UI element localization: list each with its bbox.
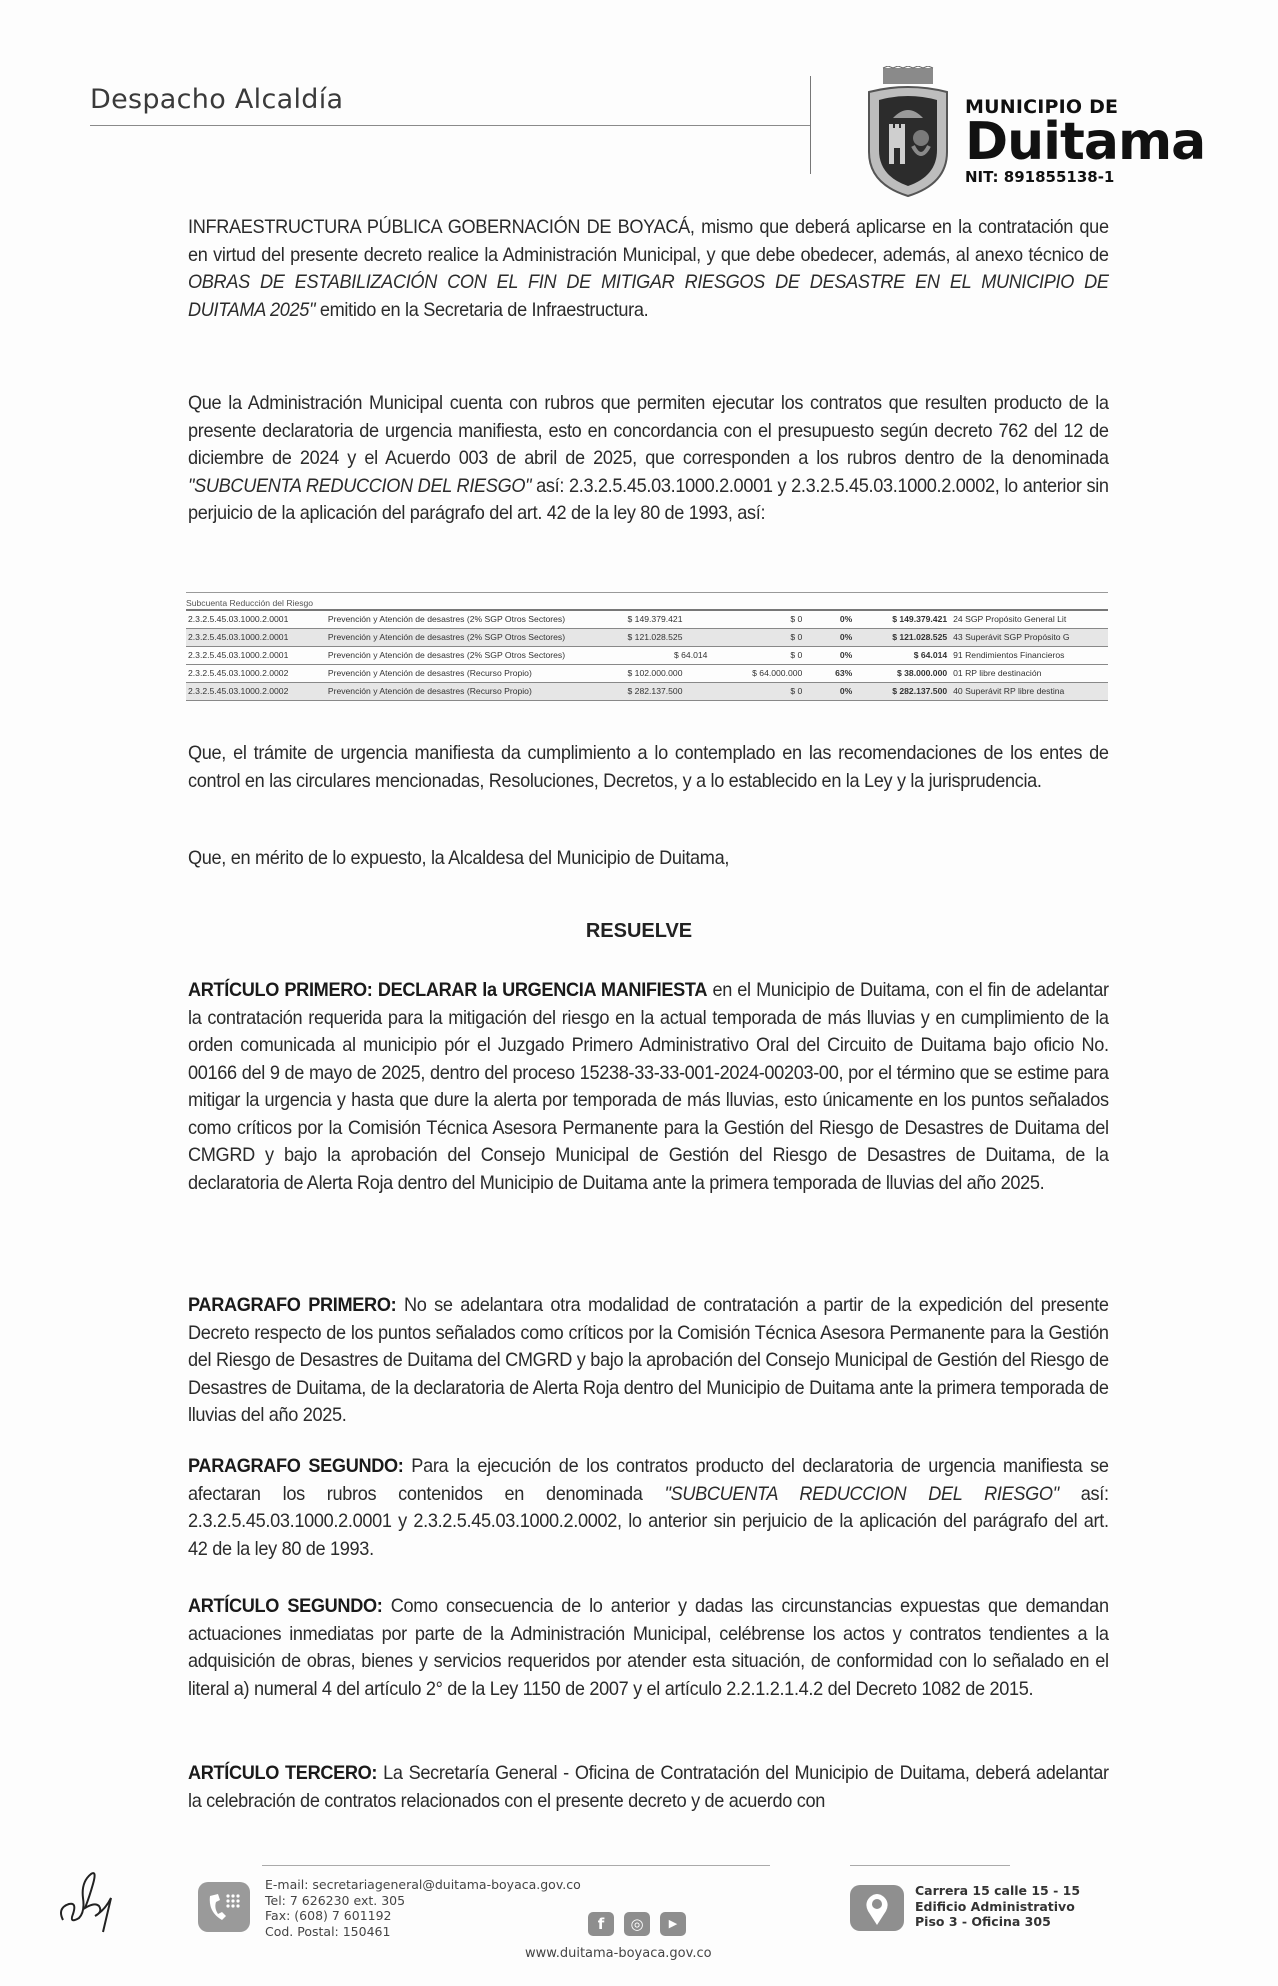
cell-pct: 63% bbox=[835, 668, 853, 678]
text: en el Municipio de Duitama, con el fin de adelantar la contratación requerida para la mitigación del riesgo en la actual temporada de más lluvias y en cumplimiento de la orden comunicada al municipio pór el Juzgado Primero Administrativo Oral del Circuito de Duitama bajo oficio No. 00166 del 9 de mayo de 2025, dentro del proceso 15238-33-33-001-2024-00203-00, por el término que se estime para mitigar la urgencia y hasta que dure la alerta por temporada de más lluvias, esto únicamente en los puntos señalados como críticos por la Comisión Técnica Asesora Permanente para la Gestión del Riesgo de Desastres de Duitama del CMGRD y bajo la aprobación del Consejo Municipal de Gestión del Riesgo de Desastres de Duitama, de la declaratoria de Alerta Roja dentro del Municipio de Duitama ante la primera temporada de lluvias del año 2025. bbox=[188, 979, 1109, 1194]
location-pin-icon bbox=[850, 1885, 904, 1931]
cell-comprometido: $ 0 bbox=[790, 650, 803, 660]
cell-rubro: 2.3.2.5.45.03.1000.2.0001 bbox=[188, 632, 289, 642]
cell-saldo: $ 282.137.500 bbox=[892, 686, 948, 696]
paragraph-rubros bbox=[188, 390, 1109, 528]
cell-fuente: 24 SGP Propósito General Lit bbox=[953, 614, 1067, 624]
phone-icon bbox=[198, 1882, 250, 1932]
article-label: ARTÍCULO SEGUNDO: bbox=[188, 1595, 383, 1617]
address-line: Edificio Administrativo bbox=[915, 1898, 1075, 1914]
cell-concepto: Prevención y Atención de desastres (2% SGP Otros Sectores) bbox=[327, 650, 566, 660]
website-link[interactable]: www.duitama-boyaca.gov.co bbox=[525, 1946, 712, 1961]
cell-saldo: $ 121.028.525 bbox=[892, 632, 948, 642]
cell-concepto: Prevención y Atención de desastres (Recurso Propio) bbox=[327, 686, 532, 696]
cell-comprometido: $ 0 bbox=[790, 614, 803, 624]
annex-title: OBRAS DE ESTABILIZACIÓN CON EL FIN DE MITIGAR RIESGOS DE DESASTRE EN EL MUNICIPIO DE DUITAMA 2025" bbox=[188, 271, 1109, 321]
paragraph-infraestructura bbox=[188, 214, 1109, 324]
text: Para la ejecución de los contratos producto del declaratoria de urgencia manifiesta se afectaran los rubros contenidos en denominada bbox=[188, 1455, 1109, 1505]
header-divider bbox=[90, 125, 810, 126]
fax-number: Fax: (608) 7 601192 bbox=[265, 1908, 392, 1923]
cell-concepto: Prevención y Atención de desastres (2% SGP Otros Sectores) bbox=[327, 614, 566, 624]
table-row bbox=[186, 665, 1108, 683]
budget-table bbox=[186, 592, 1108, 701]
cell-rubro: 2.3.2.5.45.03.1000.2.0002 bbox=[188, 686, 289, 696]
cell-comprometido: $ 64.000.000 bbox=[752, 668, 803, 678]
address-line: Carrera 15 calle 15 - 15 bbox=[915, 1883, 1081, 1898]
nit-number: NIT: 891855138-1 bbox=[965, 168, 1115, 186]
cell-fuente: 91 Rendimientos Financieros bbox=[953, 650, 1065, 660]
social-links bbox=[588, 1912, 686, 1936]
youtube-icon[interactable]: ▶ bbox=[660, 1912, 686, 1936]
articulo-segundo bbox=[188, 1593, 1109, 1703]
cell-concepto: Prevención y Atención de desastres (2% SGP Otros Sectores) bbox=[327, 632, 566, 642]
table-top-rule bbox=[186, 592, 1108, 593]
text: Que la Administración Municipal cuenta con rubros que permiten ejecutar los contratos que resulten producto de la presente declaratoria de urgencia manifiesta, esto en concordancia con el presupuesto según decreto 762 del 12 de diciembre de 2024 y el Acuerdo 003 de abril de 2025, que corresponden a los rubros dentro de la denominada bbox=[188, 392, 1109, 469]
article-label: ARTÍCULO PRIMERO: DECLARAR la URGENCIA MANIFIESTA bbox=[188, 979, 708, 1001]
cell-fuente: 40 Superávit RP libre destina bbox=[953, 686, 1065, 696]
subaccount-name: "SUBCUENTA REDUCCION DEL RIESGO" bbox=[188, 474, 532, 497]
cell-saldo: $ 149.379.421 bbox=[892, 614, 948, 624]
office-title: Despacho Alcaldía bbox=[90, 84, 344, 115]
address-line: Piso 3 - Oficina 305 bbox=[915, 1914, 1051, 1929]
articulo-primero bbox=[188, 977, 1109, 1197]
cell-valor: $ 282.137.500 bbox=[627, 686, 683, 696]
paragraph-tramite: Que, el trámite de urgencia manifiesta da cumplimiento a lo contemplado en las recomendaciones de los entes de control en las circulares mencionadas, Resoluciones, Decretos, y a lo establecido en la Ley y la jurisprudencia. bbox=[188, 742, 1109, 792]
cell-rubro: 2.3.2.5.45.03.1000.2.0001 bbox=[188, 650, 289, 660]
brand-line: MUNICIPIO DE bbox=[965, 96, 1119, 118]
cell-valor: $ 102.000.000 bbox=[627, 668, 683, 678]
text: Como consecuencia de lo anterior y dadas las circunstancias expuestas que demandan actuaciones inmediatas por parte de la Administración Municipal, celébrense los actos y contratos tendientes a la adquisición de obras, bienes y servicios requeridos por atender esta situación, de conformidad con lo señalado en el literal a) numeral 4 del artículo 2° de la Ley 1150 de 2007 y el artículo 2.2.1.2.1.4.2 del Decreto 1082 de 2015. bbox=[188, 1595, 1109, 1700]
table-row bbox=[186, 647, 1108, 665]
postal-code: Cod. Postal: 150461 bbox=[265, 1923, 391, 1939]
cell-fuente: 43 Superávit SGP Propósito G bbox=[953, 632, 1070, 642]
cell-comprometido: $ 0 bbox=[790, 632, 803, 642]
header-vertical-divider bbox=[810, 76, 811, 174]
cell-pct: 0% bbox=[839, 650, 853, 660]
cell-concepto: Prevención y Atención de desastres (Recurso Propio) bbox=[327, 668, 532, 678]
contact-info bbox=[265, 1877, 581, 1939]
cell-saldo: $ 38.000.000 bbox=[896, 668, 948, 678]
cell-valor: $ 64.014 bbox=[673, 650, 708, 660]
phone-number: Tel: 7 626230 ext. 305 bbox=[265, 1892, 406, 1908]
paragraph-merito: Que, en mérito de lo expuesto, la Alcaldesa del Municipio de Duitama, bbox=[188, 847, 730, 869]
table-row bbox=[186, 611, 1108, 629]
cell-rubro: 2.3.2.5.45.03.1000.2.0001 bbox=[188, 614, 289, 624]
brand-city: Duitama bbox=[965, 112, 1206, 172]
coat-of-arms-icon bbox=[865, 66, 951, 198]
facebook-icon[interactable]: f bbox=[588, 1912, 614, 1936]
text: así: 2.3.2.5.45.03.1000.2.0001 y 2.3.2.5.45.03.1000.2.0002, lo anterior sin perjuicio de la aplicación del parágrafo del art. 42 de la ley 80 de 1993. bbox=[188, 1482, 1109, 1560]
cell-rubro: 2.3.2.5.45.03.1000.2.0002 bbox=[188, 668, 289, 678]
articulo-tercero bbox=[188, 1760, 1109, 1815]
table-row bbox=[186, 629, 1108, 647]
cell-saldo: $ 64.014 bbox=[913, 650, 948, 660]
email-link[interactable]: E-mail: secretariageneral@duitama-boyaca.gov.co bbox=[265, 1877, 581, 1892]
cell-pct: 0% bbox=[839, 614, 853, 624]
subaccount-name: "SUBCUENTA REDUCCION DEL RIESGO" bbox=[664, 1482, 1059, 1505]
footer-divider bbox=[850, 1865, 1010, 1866]
cell-fuente: 01 RP libre destinación bbox=[953, 668, 1042, 678]
cell-pct: 0% bbox=[839, 632, 853, 642]
table-caption: Subcuenta Reducción del Riesgo bbox=[186, 597, 1108, 611]
text: emitido en la Secretaria de Infraestructura. bbox=[315, 298, 649, 321]
article-label: PARAGRAFO SEGUNDO: bbox=[188, 1455, 404, 1477]
instagram-icon[interactable]: ◎ bbox=[624, 1912, 650, 1936]
text: La Secretaría General - Oficina de Contratación del Municipio de Duitama, deberá adelantar la celebración de contratos relacionados con el presente decreto y de acuerdo con bbox=[188, 1762, 1109, 1812]
article-label: PARAGRAFO PRIMERO: bbox=[188, 1294, 397, 1316]
signature-icon bbox=[55, 1868, 125, 1938]
paragrafo-segundo bbox=[188, 1453, 1109, 1563]
address bbox=[915, 1883, 1080, 1930]
cell-valor: $ 121.028.525 bbox=[627, 632, 683, 642]
cell-comprometido: $ 0 bbox=[790, 686, 803, 696]
cell-valor: $ 149.379.421 bbox=[627, 614, 683, 624]
text: No se adelantara otra modalidad de contratación a partir de la expedición del presente Decreto respecto de los puntos señalados como críticos por la Comisión Técnica Asesora Permanente para la Gestión del Riesgo de Desastres de Duitama del CMGRD y bajo la aprobación del Consejo Municipal de Gestión del Riesgo de Desastres de Duitama, de la declaratoria de Alerta Roja dentro del Municipio de Duitama ante la primera temporada de lluvias del año 2025. bbox=[188, 1294, 1109, 1426]
footer-divider bbox=[262, 1865, 770, 1866]
municipality-brand bbox=[965, 96, 1205, 186]
cell-pct: 0% bbox=[839, 686, 853, 696]
text: INFRAESTRUCTURA PÚBLICA GOBERNACIÓN DE BOYACÁ, mismo que deberá aplicarse en la contratación que en virtud del presente decreto realice la Administración Municipal, y que debe obedecer, además, al anexo técnico de bbox=[188, 216, 1109, 266]
table-row bbox=[186, 683, 1108, 701]
article-label: ARTÍCULO TERCERO: bbox=[188, 1762, 378, 1784]
text: así: 2.3.2.5.45.03.1000.2.0001 y 2.3.2.5.45.03.1000.2.0002, lo anterior sin perjuicio de la aplicación del parágrafo del art. 42 de la ley 80 de 1993, así: bbox=[188, 474, 1109, 524]
paragrafo-primero bbox=[188, 1292, 1109, 1430]
resuelve-heading: RESUELVE bbox=[585, 920, 693, 942]
